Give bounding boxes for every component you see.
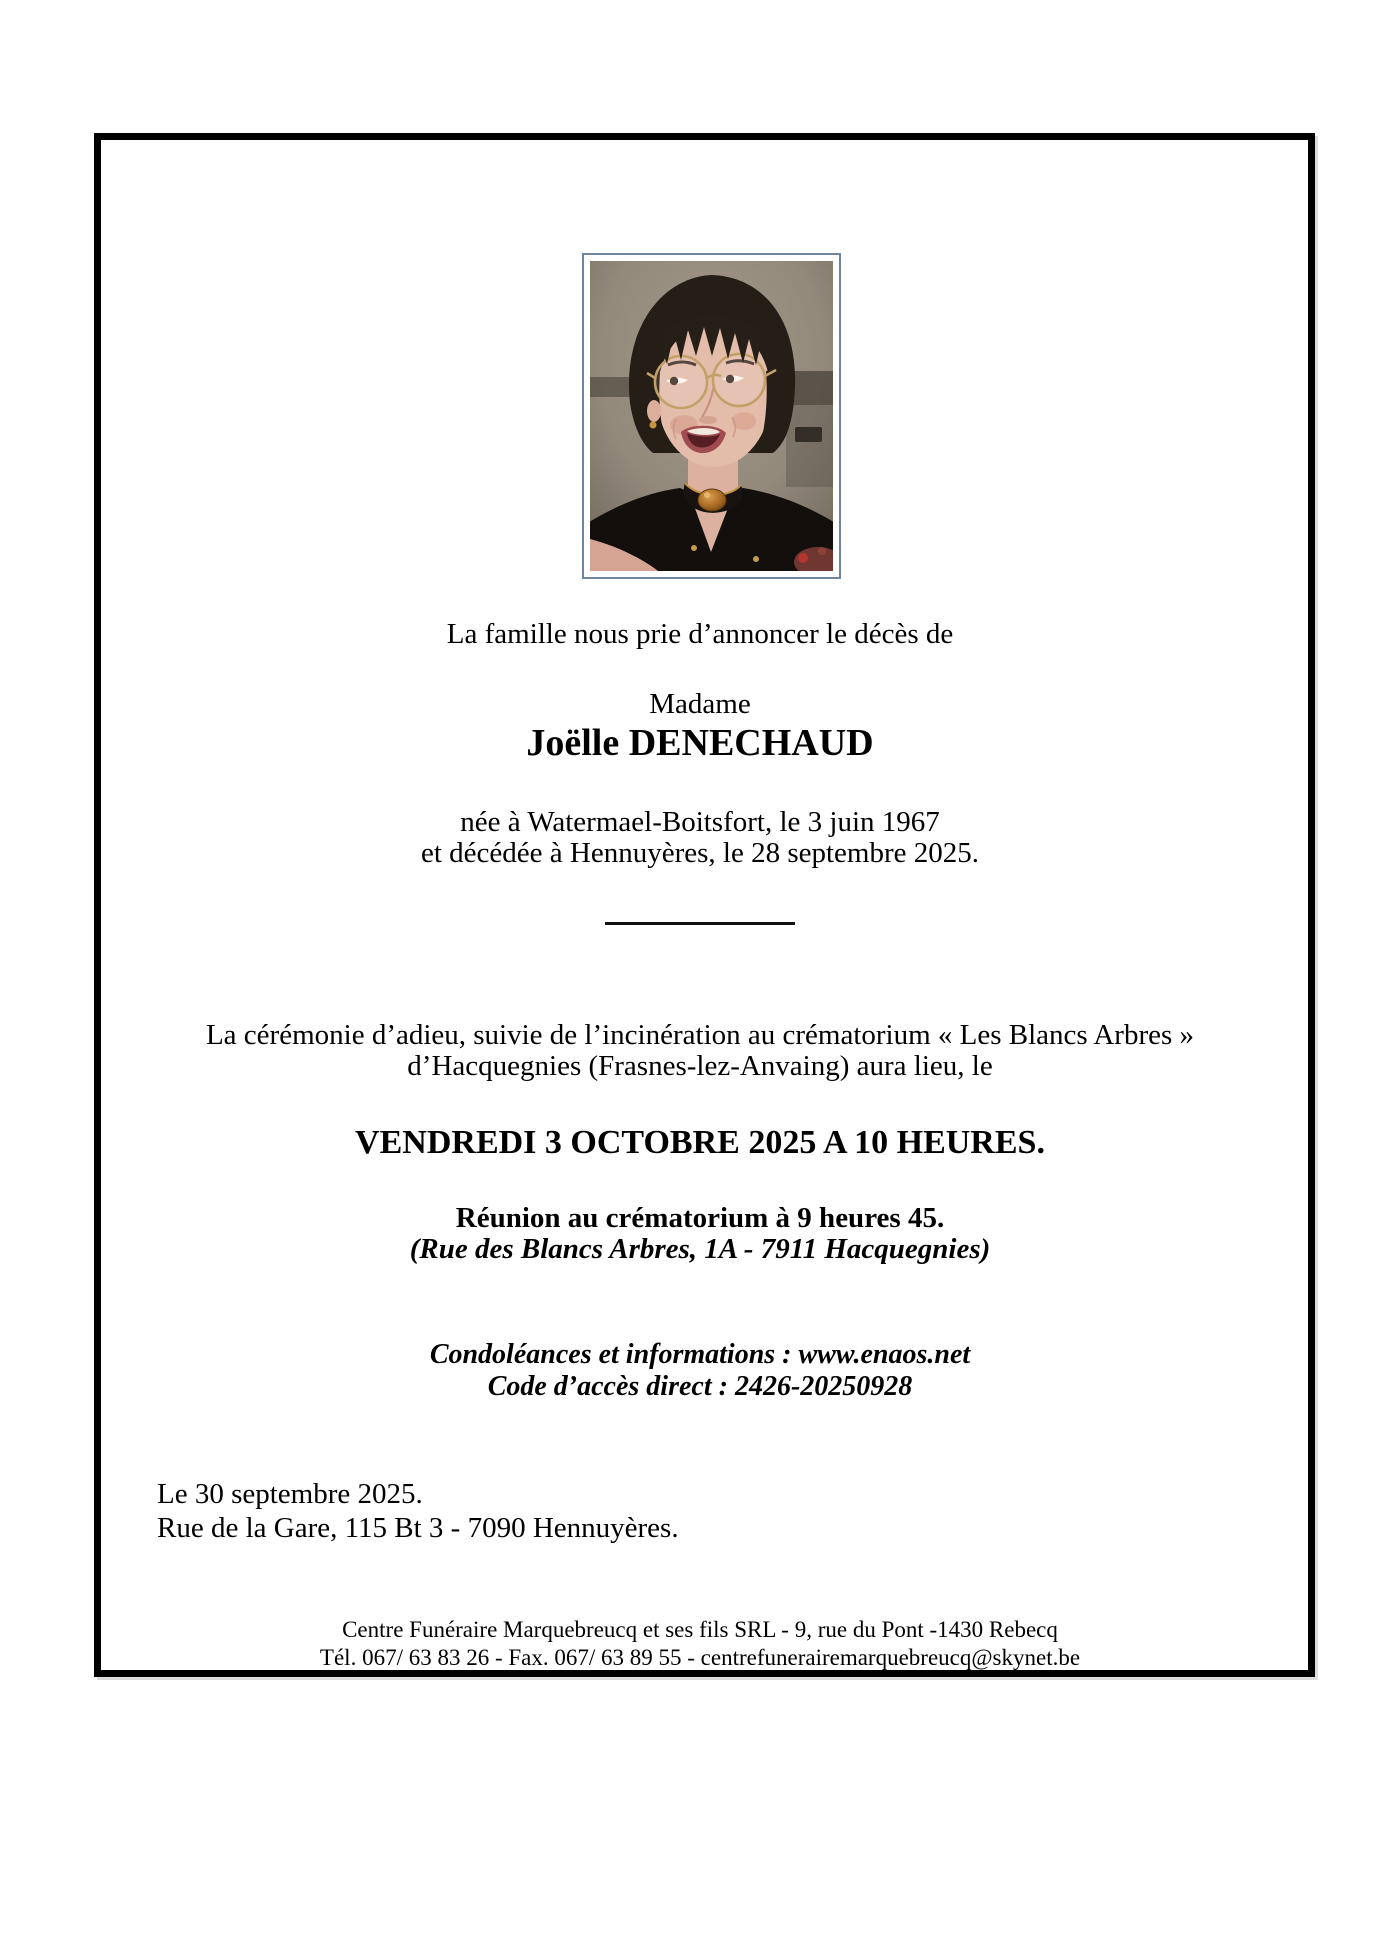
birth-line: née à Watermael-Boitsfort, le 3 juin 1967 <box>460 806 940 838</box>
access-code-line: Code d’accès direct : 2426-20250928 <box>487 1371 913 1402</box>
funeral-home-line-1: Centre Funéraire Marquebreucq et ses fils SRL - 9, rue du Pont -1430 Rebecq <box>342 1617 1058 1642</box>
earring <box>650 422 657 429</box>
ceremony-line-2: d’Hacquegnies (Frasnes-lez-Anvaing) aura lieu, le <box>407 1050 993 1082</box>
portrait-photo-image <box>590 261 833 571</box>
portrait-photo <box>582 253 841 579</box>
separator-line <box>605 922 795 925</box>
meeting-line: Réunion au crématorium à 9 heures 45. <box>455 1202 945 1234</box>
funeral-home-line-2: Tél. 067/ 63 83 26 - Fax. 067/ 63 89 55 - centrefunerairemarquebreucq@skynet.be <box>319 1645 1081 1670</box>
title-line: Madame <box>649 688 751 720</box>
condolences-line: Condoléances et informations : www.enaos.net <box>429 1339 971 1370</box>
meeting-address: (Rue des Blancs Arbres, 1A - 7911 Hacquegnies) <box>409 1233 991 1265</box>
ceremony-line-1: La cérémonie d’adieu, suivie de l’incinération au crématorium « Les Blancs Arbres » <box>205 1019 1195 1051</box>
home-address: Rue de la Gare, 115 Bt 3 - 7090 Hennuyères. <box>157 1512 679 1544</box>
death-line: et décédée à Hennuyères, le 28 septembre 2025. <box>420 837 979 869</box>
ceremony-datetime: VENDREDI 3 OCTOBRE 2025 A 10 HEURES. <box>355 1124 1045 1161</box>
deceased-name: Joëlle DENECHAUD <box>526 722 874 764</box>
intro-line: La famille nous prie d’annoncer le décès de <box>446 618 954 650</box>
written-date: Le 30 septembre 2025. <box>157 1478 423 1510</box>
